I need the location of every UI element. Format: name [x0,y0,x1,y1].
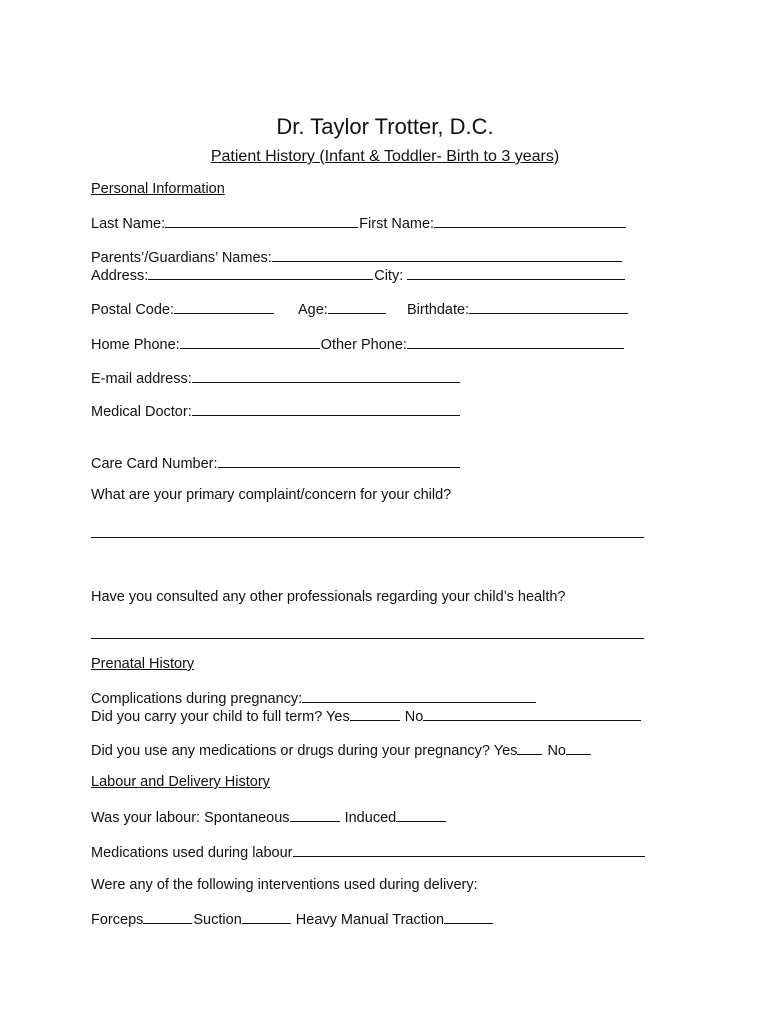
medications-label: Did you use any medications or drugs during your pregnancy? Yes [91,743,518,759]
birthdate-row [407,300,629,319]
labour-spontaneous-label: Was your labour: Spontaneous [91,810,290,826]
address-label: Address: [91,268,149,284]
care-card-field[interactable] [218,454,460,468]
complications-field[interactable] [302,689,536,703]
forceps-field[interactable] [143,910,192,924]
complications-label: Complications during pregnancy: [91,691,303,707]
age-row [298,300,387,319]
parents-row [91,248,623,267]
name-row [91,214,627,233]
parents-names-field[interactable] [272,248,622,262]
medications-labour-field[interactable] [293,843,645,857]
medications-labour-row [91,843,646,862]
birthdate-field[interactable] [469,300,628,314]
full-term-no-field[interactable] [423,707,641,721]
email-label: E-mail address: [91,371,192,387]
page-title: Dr. Taylor Trotter, D.C. [276,114,494,139]
last-name-label: Last Name: [91,216,166,232]
full-term-yes-field[interactable] [350,707,400,721]
home-phone-field[interactable] [180,335,320,349]
medications-labour-label: Medications used during labour [91,845,293,861]
parents-names-label: Parents’/Guardians’ Names: [91,250,272,266]
suction-field[interactable] [242,910,291,924]
age-label: Age: [298,302,328,318]
home-phone-label: Home Phone: [91,337,180,353]
complications-row [91,689,537,708]
postal-row [91,300,275,319]
primary-complaint-field[interactable] [91,537,644,538]
age-field[interactable] [328,300,386,314]
first-name-label: First Name: [359,216,435,232]
primary-complaint-question: What are your primary complaint/concern for your child? [91,487,452,503]
birthdate-label: Birthdate: [407,302,470,318]
medications-row [91,741,592,760]
city-label: City: [374,268,404,284]
labour-type-row [91,808,447,827]
page-subtitle: Patient History (Infant & Toddler- Birth to 3 years) [210,148,560,165]
traction-label: Heavy Manual Traction [295,912,445,928]
full-term-label: Did you carry your child to full term? Yes [91,709,350,725]
email-field[interactable] [192,369,460,383]
address-row [91,266,626,285]
traction-field[interactable] [444,910,493,924]
other-phone-field[interactable] [407,335,624,349]
consulted-professionals-question: Have you consulted any other professionals regarding your child’s health? [91,589,566,605]
care-card-label: Care Card Number: [91,456,218,472]
address-field[interactable] [148,266,373,280]
labour-spontaneous-field[interactable] [290,808,340,822]
medical-doctor-field[interactable] [192,402,460,416]
other-phone-label: Other Phone: [320,337,407,353]
medications-yes-field[interactable] [517,741,542,755]
section-personal-information: Personal Information [91,181,225,197]
section-labour-delivery: Labour and Delivery History [91,774,270,790]
phone-row [91,335,625,354]
first-name-field[interactable] [434,214,626,228]
city-field[interactable] [407,266,625,280]
suction-label: Suction [193,912,242,928]
full-term-no-label: No [404,709,424,725]
consulted-professionals-field[interactable] [91,638,644,639]
care-card-row [91,454,461,473]
medications-no-field[interactable] [566,741,591,755]
email-row [91,369,461,388]
postal-code-field[interactable] [174,300,274,314]
postal-code-label: Postal Code: [91,302,175,318]
labour-induced-label: Induced [344,810,397,826]
medications-no-label: No [547,743,566,759]
labour-induced-field[interactable] [396,808,446,822]
doctor-row [91,402,461,421]
section-prenatal-history: Prenatal History [91,656,195,672]
interventions-row [91,910,494,929]
interventions-question: Were any of the following interventions used during delivery: [91,877,478,893]
forceps-label: Forceps [91,912,144,928]
full-term-row [91,707,642,726]
medical-doctor-label: Medical Doctor: [91,404,192,420]
last-name-field[interactable] [165,214,358,228]
